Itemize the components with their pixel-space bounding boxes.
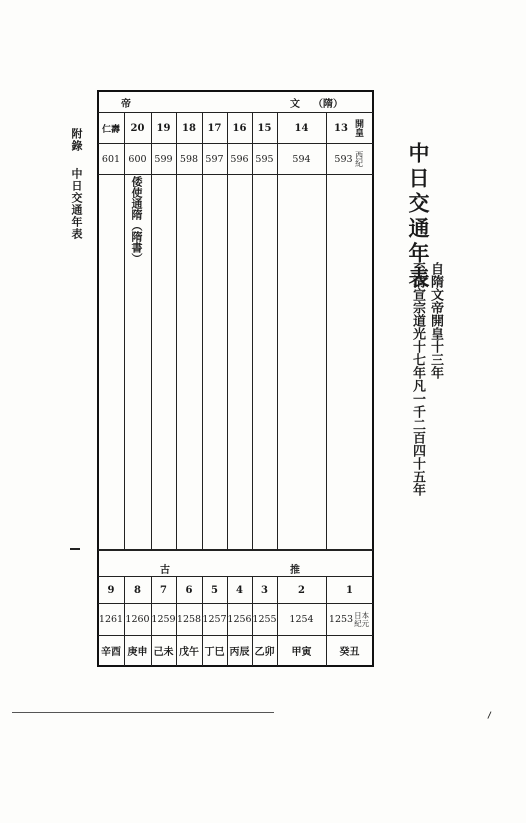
lower-number: 3: [261, 584, 268, 596]
regnal-year-number: 20: [130, 122, 145, 134]
japan-year: 1257: [202, 614, 227, 625]
western-year: 599: [154, 153, 173, 165]
upper-col-rule: [227, 112, 228, 549]
lower-number: 6: [185, 584, 193, 596]
japan-year: 1254: [289, 614, 314, 625]
japan-year: 1260: [125, 614, 150, 625]
section-divider: [98, 549, 373, 551]
lower-number: 9: [107, 584, 115, 596]
lower-banner-gu: 古: [160, 565, 170, 576]
upper-col-rule: [176, 112, 177, 549]
footer-rule: [12, 712, 274, 713]
ganzhi-cell: 甲寅: [291, 647, 312, 658]
page-title: 中日交通年表: [406, 142, 431, 292]
upper-col-rule: [252, 112, 253, 549]
regnal-year-number: 16: [232, 122, 247, 134]
subtitle-line-2: 至清宣宗道光十七年凡一千二百四十五年: [410, 262, 425, 496]
upper-col-rule: [277, 112, 278, 549]
japan-year: 1259: [151, 614, 176, 625]
upper-col-rule: [124, 112, 125, 549]
ganzhi-cell: 丁巳: [204, 647, 225, 658]
western-year: 596: [230, 153, 249, 165]
regnal-year-number: 13: [334, 122, 348, 134]
margin-tick: [70, 548, 80, 550]
ganzhi-cell: 己未: [153, 647, 174, 658]
upper-banner-emperor: 帝: [121, 99, 131, 110]
western-year: 597: [205, 153, 224, 165]
lower-number: 2: [298, 584, 305, 596]
ganzhi-cell: 癸丑: [339, 647, 360, 658]
regnal-year-number: 14: [294, 122, 309, 134]
regnal-year-number: 15: [257, 122, 272, 134]
ganzhi-cell: 丙辰: [229, 647, 250, 658]
lower-banner-tui: 推: [290, 565, 300, 576]
lower-number: 5: [211, 584, 218, 596]
japan-year: 1261: [98, 614, 124, 625]
japan-year: 1255: [252, 614, 277, 625]
ganzhi-cell: 戊午: [179, 647, 199, 658]
japan-year: 1258: [176, 614, 202, 625]
japan-year-cell: [326, 604, 373, 635]
lower-number: 7: [160, 584, 167, 596]
ganzhi-cell: 乙卯: [254, 647, 275, 658]
running-head-title: 中日交通年表: [70, 168, 83, 240]
upper-col-rule: [151, 112, 152, 549]
running-head: [70, 128, 82, 152]
upper-banner-wen: 文: [290, 99, 300, 110]
lower-number: 8: [134, 584, 141, 596]
western-year: 593: [334, 153, 353, 165]
regnal-year-number: 18: [182, 122, 196, 134]
upper-col-rule: [202, 112, 203, 549]
subtitle-line-1: 自隋文帝開皇十三年: [428, 262, 443, 379]
regnal-year-number: 17: [207, 122, 222, 134]
ganzhi-cell: 庚申: [127, 647, 148, 658]
upper-year-cell: [326, 144, 373, 174]
corner-mark: ⸝: [481, 701, 496, 722]
upper-year-rule: [98, 174, 373, 175]
regnal-year-number: 19: [156, 122, 171, 134]
upper-era-cell: [98, 113, 124, 143]
western-year: 598: [179, 153, 199, 165]
running-head-part1: 附錄: [70, 128, 83, 152]
era-name-kaihuang: 開皇: [352, 119, 363, 137]
japan-era-label: 日本紀元: [354, 610, 370, 628]
note-envoy-to-sui: 倭使通隋（隋書）: [130, 176, 143, 264]
western-year: 601: [101, 153, 121, 165]
ganzhi-cell: 辛酉: [101, 647, 121, 658]
lower-number: 1: [346, 584, 353, 596]
upper-col-rule: [326, 112, 327, 549]
western-year: 600: [128, 153, 147, 165]
japan-year: 1256: [227, 614, 252, 625]
western-year: 595: [255, 153, 274, 165]
japan-year: 1253: [328, 614, 354, 625]
upper-era-cell: [326, 113, 373, 143]
western-year-label: 西紀: [354, 151, 364, 167]
western-year: 594: [292, 153, 311, 165]
era-name-renshou: 仁壽: [101, 124, 120, 135]
lower-number: 4: [236, 584, 243, 596]
upper-banner-dynasty: （隋）: [313, 99, 343, 110]
